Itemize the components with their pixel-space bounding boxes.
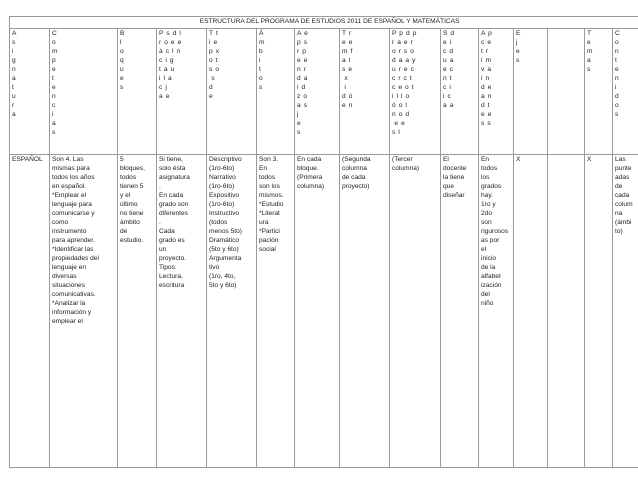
cell-producciones-del-proyecto: (Tercer columna) [390, 155, 441, 468]
header-cell-actividades-permanentes: A p c e t r i m v a i n d e a n d t e e s s [479, 29, 514, 155]
header-cell-competencias: C o m p e t e n c i a s [50, 29, 118, 155]
header-cell-temas: T e m a s [585, 29, 613, 155]
cell-tipos-de-texto: Descriptivo (1ro-6to) Narrativo (1ro-6to) Expositivo (1ro-6to) Instructivo (todos menos 5to) Dramático (5to y 6to) Argumenta tivo (1ro, 4to, 5to y 6to) [207, 155, 257, 468]
cell-temas-de-reflexion: (Segunda columna de cada proyecto) [340, 155, 390, 468]
header-cell-contenidos: C o n t e n i d o s [613, 29, 638, 155]
table-title: ESTRUCTURA DEL PROGRAMA DE ESTUDIOS 2011 DE ESPAÑOL Y MATEMÁTICAS [10, 17, 638, 29]
table-row [10, 155, 638, 468]
cell-practicas-sociales: Si tiene, solo ésta asignatura . En cada grado son diferentes . Cada grado es un proyecto. Tipos: Lectura, escritura [157, 155, 207, 468]
header-cell-ambitos: Á m b i t o s [257, 29, 295, 155]
cell-bloques: 5 bloques, todos tienen 5 y el último no tiene ámbito de estudio. [118, 155, 157, 468]
cell-temas: X [585, 155, 613, 468]
cell-secuencia-didactica: El docente la tiene que diseñar [441, 155, 479, 468]
cell-empty [548, 155, 585, 468]
program-structure-table [9, 16, 638, 468]
header-cell-ejes: E j e s [514, 29, 548, 155]
header-row [10, 29, 638, 155]
header-cell-tipos-de-texto: T t i e p x o t s o s d e [207, 29, 257, 155]
header-cell-producciones-del-proyecto: P p d p r a e r o r s o d a a y u r e c c r c t c e o t i l l o ó o l n o d e e s l [390, 29, 441, 155]
header-cell-aprendizajes-esperados: A e p s r p e e n r d a i d z o a s j e s [295, 29, 340, 155]
cell-ambitos: Son 3. En todos son los mismos. *Estudio *Literat ura *Partici pación social [257, 155, 295, 468]
cell-competencias: Son 4. Las mismas para todos los años en español. *Emplear el lenguaje para comunicarse y como instrumento para aprender. *Identificar las propiedades del lenguaje en diversas situaciones comunicativas. *Analizar la información y emplear el [50, 155, 118, 468]
header-cell-bloques: B l o q u e s [118, 29, 157, 155]
header-cell-temas-de-reflexion: T r e e m f a l s e x i d ó e n [340, 29, 390, 155]
header-cell-secuencia-didactica: S d e i c d u a e c n t c i i c a a [441, 29, 479, 155]
header-cell-asignatura: A s i g n a t u r a [10, 29, 50, 155]
header-cell-practicas-sociales: P s d l r o e e á c l n c i g t a u i l a c j a e [157, 29, 207, 155]
cell-subject: ESPAÑOL [10, 155, 50, 468]
cell-actividades-permanentes: En todos los grados hay. 1ro y 2do son rigurosos as por el inicio de la alfabet ización del niño [479, 155, 514, 468]
cell-aprendizajes-esperados: En cada bloque. (Primera columna) [295, 155, 340, 468]
header-cell-empty [548, 29, 585, 155]
cell-contenidos: Las punte adas de cada colum na (ámbi to) [613, 155, 638, 468]
cell-ejes: X [514, 155, 548, 468]
